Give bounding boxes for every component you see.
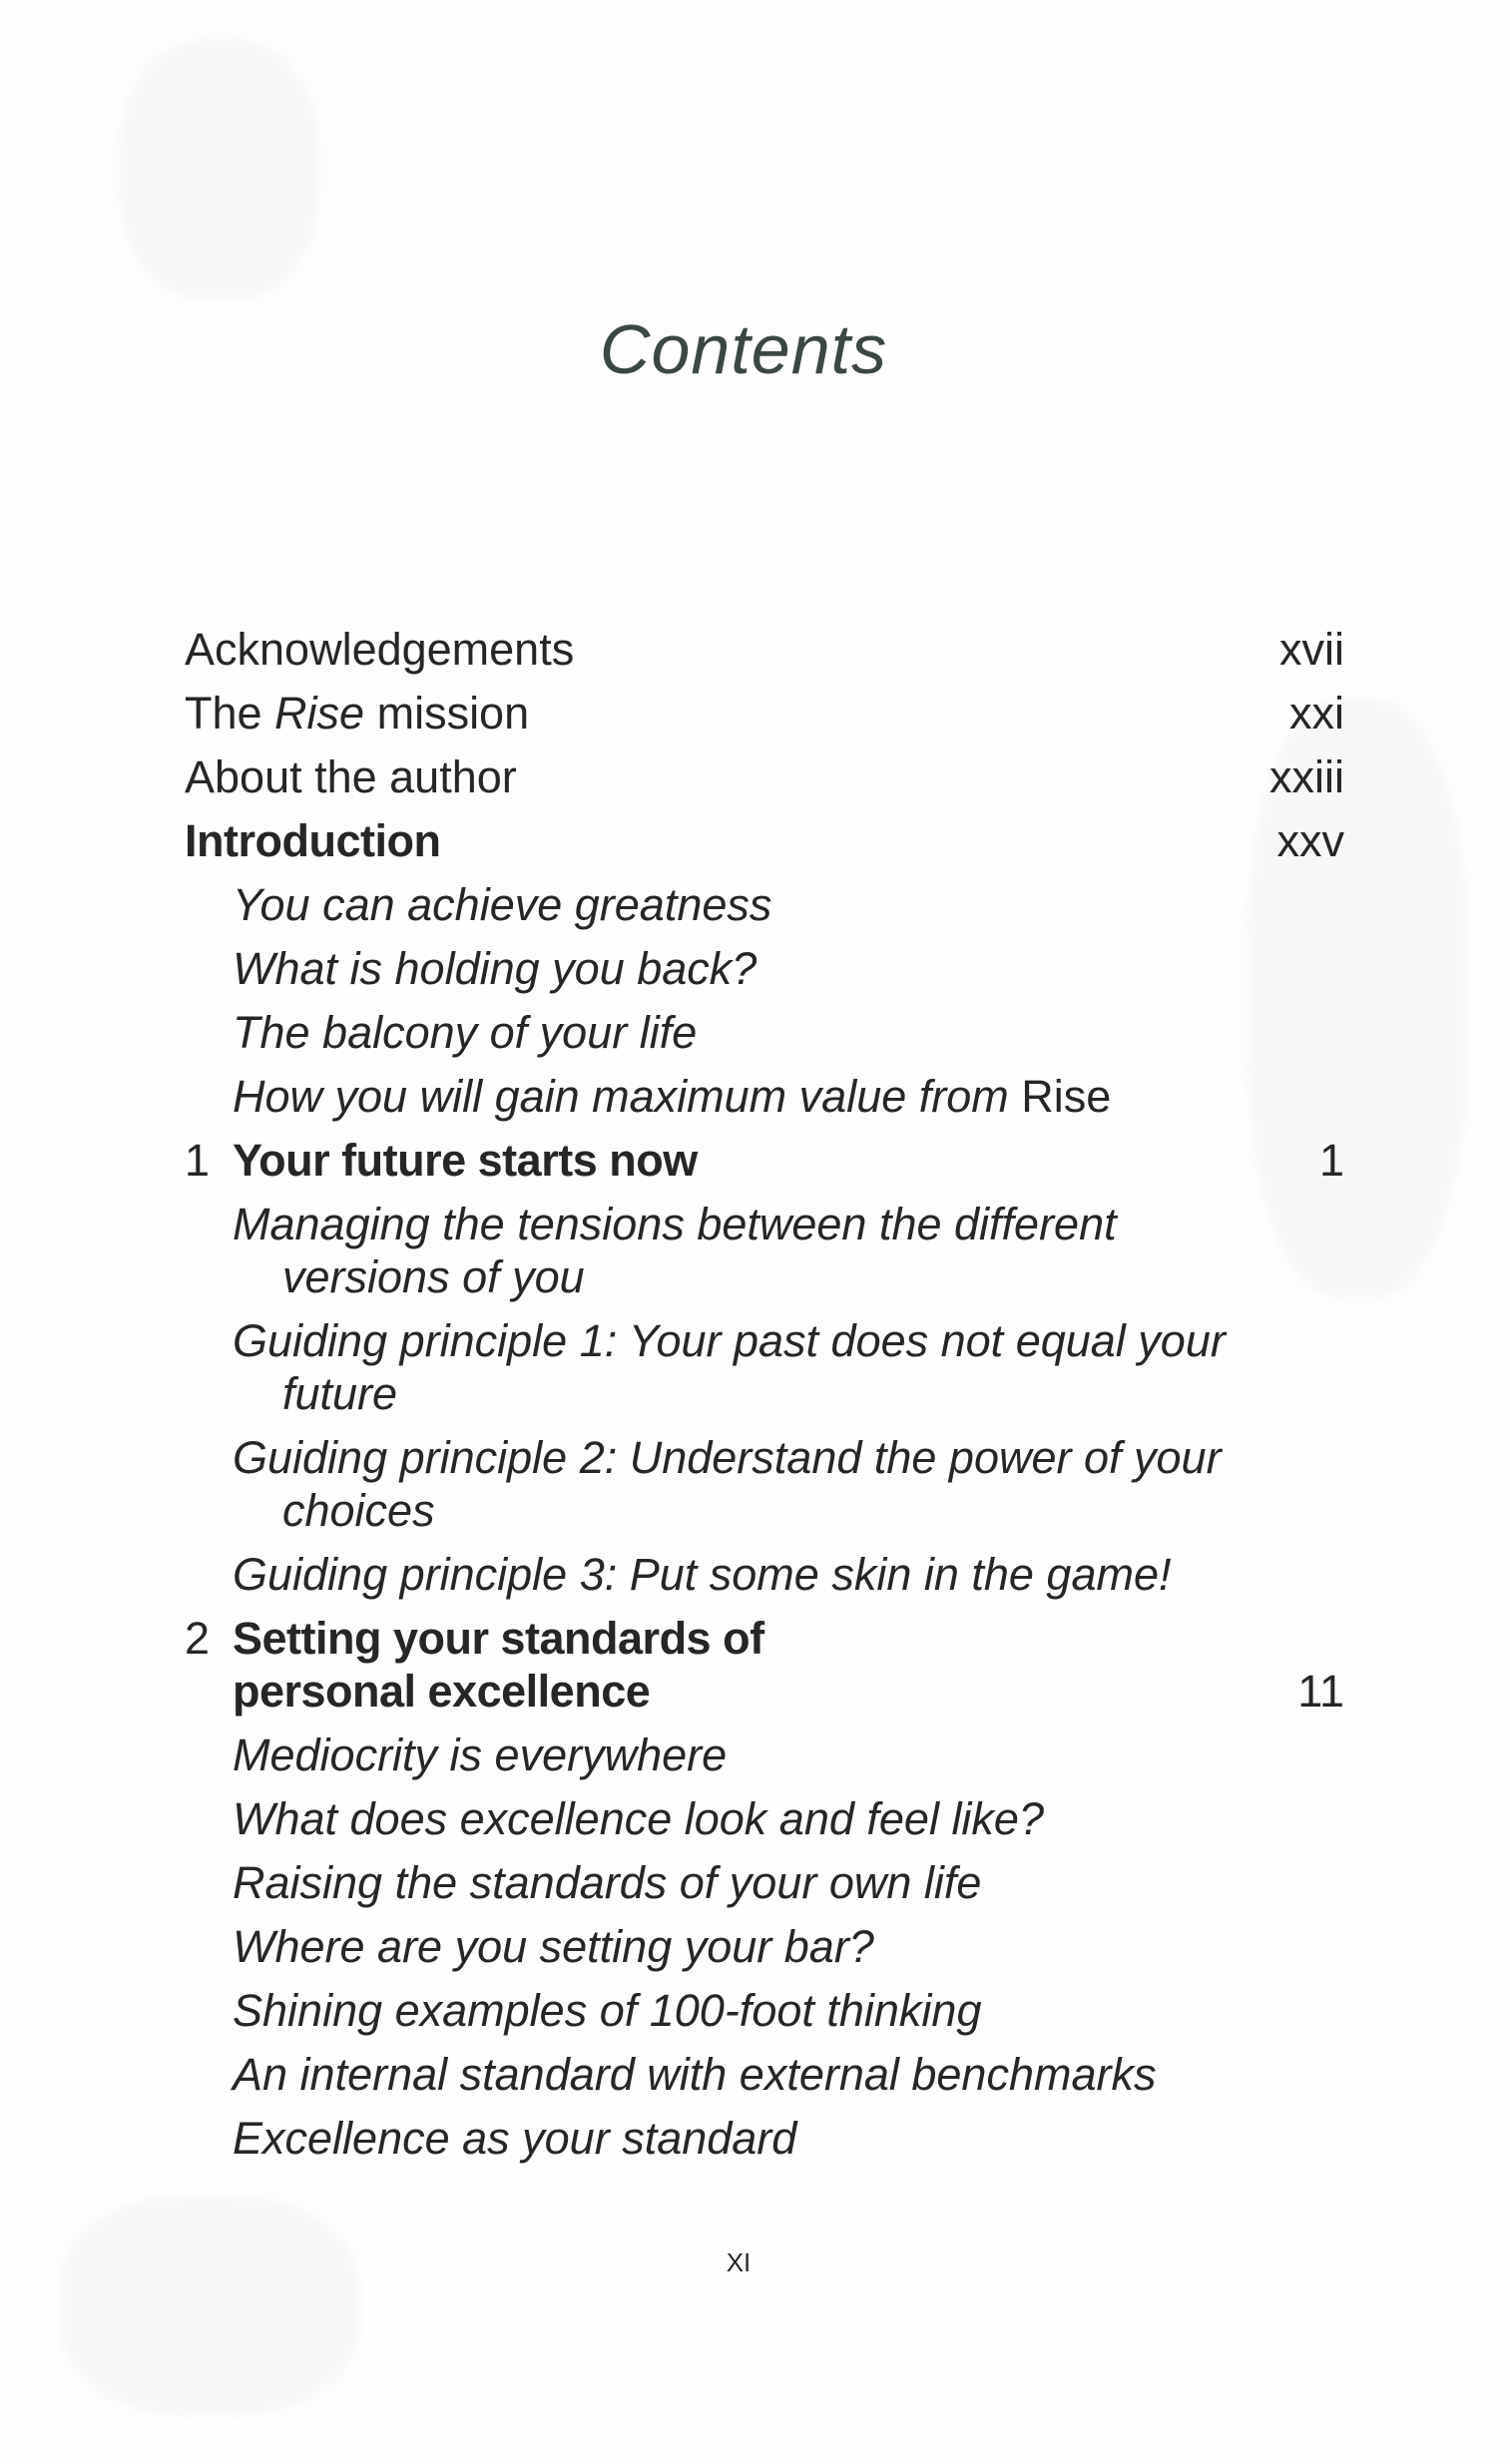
toc-section[interactable]: [185, 1431, 1344, 1537]
chapter-title: Your future starts now: [233, 1135, 698, 1186]
toc-chapter-1[interactable]: [185, 1134, 1344, 1187]
scan-smudge: [60, 2196, 359, 2415]
toc-section-label: Mediocrity is everywhere: [233, 1729, 728, 1780]
toc-section[interactable]: [185, 1198, 1344, 1303]
toc-section-label: What does excellence look and feel like?: [233, 1793, 1044, 1844]
toc-section[interactable]: [185, 942, 1344, 995]
toc-entry-label: The Rise mission: [185, 688, 530, 739]
scan-smudge: [120, 40, 319, 299]
toc-page-number: xvii: [1279, 624, 1344, 675]
toc-page-number: xxv: [1276, 815, 1344, 866]
toc-section-label: How you will gain maximum value from Rise: [233, 1071, 1112, 1122]
toc-entry-introduction[interactable]: [185, 814, 1344, 867]
toc-section-label: The balcony of your life: [233, 1007, 698, 1058]
toc-section[interactable]: [185, 1984, 1344, 2037]
toc-section[interactable]: [185, 1792, 1344, 1845]
toc-entry-rise-mission[interactable]: [185, 687, 1344, 739]
toc-section-label: Raising the standards of your own life: [233, 1857, 982, 1908]
toc-section-label: You can achieve greatness: [233, 879, 772, 930]
toc-page-number: 1: [1318, 1135, 1344, 1186]
toc-section-label: Shining examples of 100-foot thinking: [233, 1985, 982, 2036]
toc-page-number: xxiii: [1269, 751, 1344, 802]
toc-section[interactable]: [185, 1314, 1344, 1420]
toc-section[interactable]: [185, 1070, 1344, 1123]
toc-section[interactable]: [185, 1548, 1344, 1601]
toc-section[interactable]: [185, 878, 1344, 931]
toc-section[interactable]: [185, 2112, 1344, 2165]
toc-section-label: An internal standard with external benchmarks: [233, 2049, 1157, 2100]
toc-section-label: Where are you setting your bar?: [233, 1921, 874, 1972]
chapter-title: Setting your standards of personal excellence: [233, 1613, 764, 1717]
toc-section-label: Excellence as your standard: [233, 2113, 797, 2164]
toc-section[interactable]: [185, 1728, 1344, 1781]
book-title-roman: Rise: [1021, 1071, 1112, 1122]
toc-section-label: Managing the tensions between the different versions of you: [233, 1199, 1117, 1302]
toc-section[interactable]: [185, 1006, 1344, 1059]
toc-section[interactable]: [185, 2048, 1344, 2101]
toc-section[interactable]: [185, 1920, 1344, 1973]
chapter-number: 1: [185, 1135, 211, 1186]
toc-page-number: 11: [1297, 1666, 1344, 1717]
toc-chapter-2[interactable]: [185, 1612, 1344, 1718]
toc-entry-label: Acknowledgements: [185, 624, 575, 675]
toc-entry-about-author[interactable]: [185, 750, 1344, 803]
book-title-emphasis: Rise: [274, 688, 365, 739]
toc-section[interactable]: [185, 1856, 1344, 1909]
toc-section-label: What is holding you back?: [233, 943, 757, 994]
toc-entry-acknowledgements[interactable]: [185, 623, 1344, 676]
toc-section-label: Guiding principle 3: Put some skin in the game!: [233, 1549, 1172, 1600]
toc-page-number: xxi: [1289, 688, 1344, 739]
chapter-number: 2: [185, 1613, 211, 1664]
toc-entry-label: Introduction: [185, 815, 441, 866]
toc-section-label: Guiding principle 2: Understand the power of your choices: [233, 1432, 1222, 1536]
page-folio: XI: [726, 2247, 752, 2277]
toc-entry-label: About the author: [185, 751, 517, 802]
table-of-contents: [185, 623, 1344, 2176]
page-title: Contents: [599, 310, 888, 388]
toc-section-label: Guiding principle 1: Your past does not equal your future: [233, 1315, 1226, 1419]
